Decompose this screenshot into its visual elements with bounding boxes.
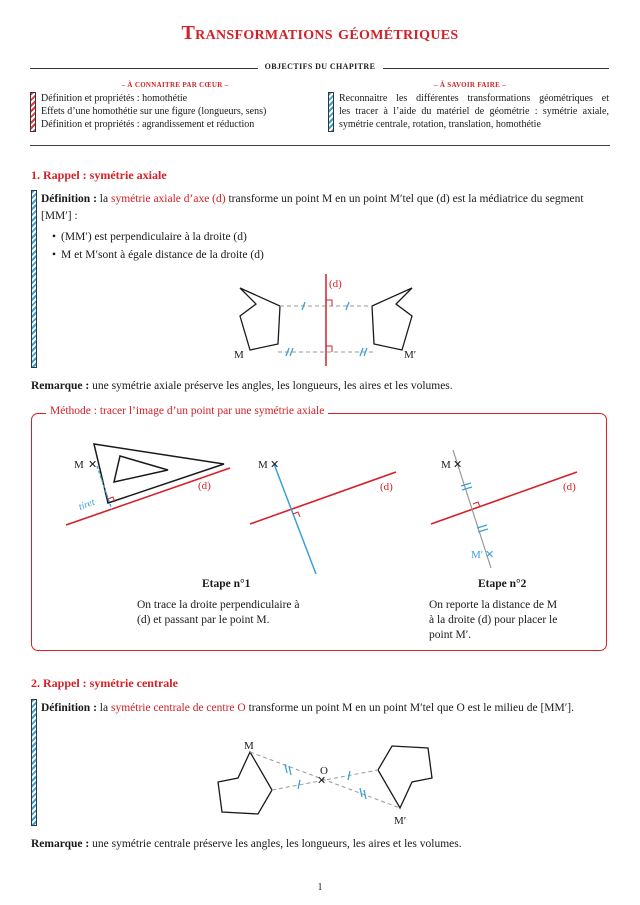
tiret-label: tiret: [77, 496, 97, 513]
step1-title: Etape n°1: [202, 578, 251, 590]
set-square-inner: [114, 456, 168, 482]
point-cross-icon: ✕: [88, 459, 98, 471]
definition2-text: transforme un point M en un point M′tel que O est le milieu de [MM′].: [245, 702, 574, 714]
know-heading: – À CONNAITRE PAR CŒUR –: [121, 81, 229, 89]
objectives-heading: OBJECTIFS DU CHAPITRE: [264, 62, 376, 71]
definition1-text: transforme un point M en un point M′tel que (d) est la médiatrice du segment [MM′] :: [41, 193, 584, 222]
step2-title: Etape n°2: [478, 578, 527, 590]
do-heading: – À SAVOIR FAIRE –: [434, 81, 506, 89]
definition1: [41, 191, 610, 225]
definition1-text: la: [96, 193, 111, 205]
point-cross-icon: ✕: [270, 459, 280, 471]
do-line: symétrie centrale, rotation, translation, homothétie: [339, 119, 541, 130]
axis-d: [431, 472, 577, 524]
bullet-item: • (MM′) est perpendiculaire à la droite (d): [52, 228, 552, 246]
equal-tick-mark: [462, 487, 472, 490]
point-m-prime-label: M′: [471, 549, 484, 561]
do-line: Reconnaitre les différentes transformations géométriques et: [339, 93, 609, 104]
point-m-label: M: [234, 349, 244, 361]
definition1-marker-bar: [31, 190, 37, 368]
center-label: O: [320, 765, 328, 777]
equal-tick-mark: [461, 483, 471, 486]
step2-line: à la droite (d) pour placer le: [429, 614, 558, 626]
remark2: [31, 836, 611, 853]
remark2-label: Remarque :: [31, 838, 90, 850]
step1-line: (d) et passant par le point M.: [137, 614, 270, 626]
step1-line: On trace la droite perpendiculaire à: [137, 599, 300, 611]
do-list: [339, 92, 609, 131]
axis-label: (d): [563, 481, 576, 493]
point-cross-icon: ✕: [485, 549, 495, 561]
center-cross-icon: ✕: [317, 775, 327, 787]
step2-text: [429, 598, 604, 643]
axial-symmetry-figure: [220, 268, 430, 368]
point-m-prime-label: M′: [394, 815, 407, 827]
remark2-text: une symétrie centrale préserve les angles, les longueurs, les aires et les volumes.: [89, 838, 462, 850]
know-marker-bar: [30, 92, 36, 132]
know-item: Effets d’une homothétie sur une figure (longueurs, sens): [41, 106, 267, 117]
step2-line: On reporte la distance de M: [429, 599, 558, 611]
know-item: Définition et propriétés : agrandissement et réduction: [41, 119, 255, 130]
step1-text: [137, 598, 357, 628]
objectives-bottom-rule: [30, 145, 610, 146]
method-figure-step2: [425, 446, 595, 576]
definition1-bullets: [52, 228, 552, 264]
point-cross-icon: ✕: [453, 459, 463, 471]
do-line: les tracer à l’aide du matériel de géométrie : symétrie axiale,: [339, 106, 609, 117]
know-list: [41, 92, 326, 131]
method-figure-step1: [238, 448, 408, 578]
section1-heading: 1. Rappel : symétrie axiale: [31, 168, 167, 182]
axis-d: [250, 472, 396, 524]
point-m-prime-label: M′: [404, 349, 417, 361]
step2-line: point M′.: [429, 629, 472, 641]
know-item: Définition et propriétés : homothétie: [41, 93, 188, 104]
right-angle-mark: [326, 300, 332, 306]
equal-tick-mark: [360, 788, 362, 797]
definition2: [41, 700, 610, 717]
perpendicular-line: [274, 464, 316, 574]
definition2-term: symétrie centrale de centre O: [110, 702, 246, 714]
point-m-label: M: [441, 459, 451, 471]
page-title: Transformations géométriques: [181, 22, 459, 44]
remark1: [31, 378, 611, 395]
definition1-label: Définition :: [41, 193, 97, 205]
point-m-label: M: [244, 740, 254, 752]
definition2-text: la: [96, 702, 111, 714]
do-marker-bar: [328, 92, 334, 132]
axis-d: [66, 468, 230, 525]
image-shape: [372, 288, 412, 350]
bullet-item: • M et M′sont à égale distance de la droite (d): [52, 246, 552, 264]
definition2-label: Définition :: [41, 702, 97, 714]
definition2-marker-bar: [31, 699, 37, 826]
section2-heading: 2. Rappel : symétrie centrale: [31, 676, 178, 690]
page-number: 1: [317, 882, 323, 893]
point-m-label: M: [74, 459, 84, 471]
original-shape: [218, 752, 272, 814]
right-angle-mark: [326, 346, 332, 352]
central-symmetry-figure: [210, 738, 440, 830]
axis-label: (d): [198, 480, 211, 492]
axis-label: (d): [380, 481, 393, 493]
method-figure-step0: [58, 440, 238, 535]
original-shape: [240, 288, 280, 350]
remark1-label: Remarque :: [31, 380, 90, 392]
axis-label: (d): [329, 278, 342, 290]
point-m-label: M: [258, 459, 268, 471]
image-shape: [378, 746, 432, 808]
method-title: Méthode : tracer l’image d’un point par une symétrie axiale: [46, 405, 328, 417]
remark1-text: une symétrie axiale préserve les angles, les longueurs, les aires et les volumes.: [89, 380, 453, 392]
equal-tick-mark: [477, 525, 487, 528]
set-square: [94, 444, 224, 503]
definition1-term: symétrie axiale d’axe (d): [110, 193, 226, 205]
